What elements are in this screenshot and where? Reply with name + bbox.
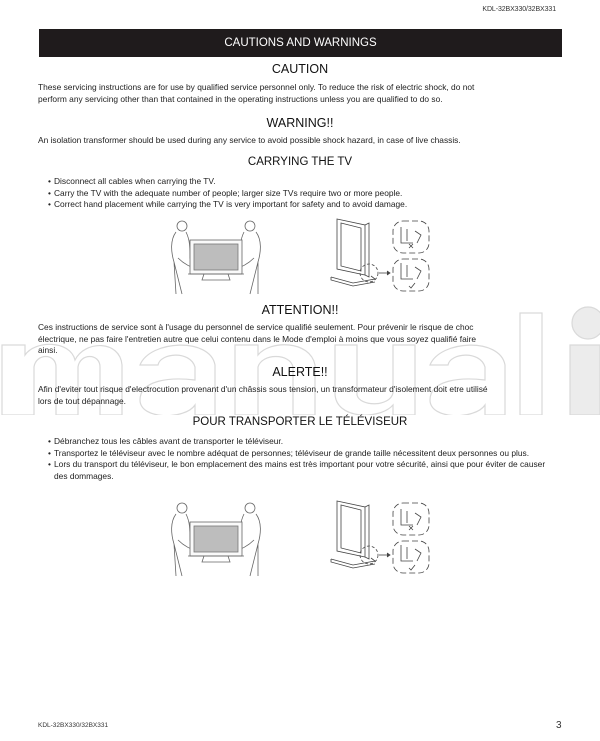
header-model-number: KDL-32BX330/32BX331 <box>482 6 556 13</box>
transporter-heading: POUR TRANSPORTER LE TÉLÉVISEUR <box>192 416 408 428</box>
alerte-heading: ALERTE!! <box>272 365 328 379</box>
list-item: • Débranchez tous les câbles avant de transporter le téléviseur. <box>46 436 551 448</box>
footer-model-number: KDL-32BX330/32BX331 <box>38 722 109 729</box>
hand-placement-diagram <box>327 495 439 577</box>
carrying-bullet-list <box>46 176 566 211</box>
caution-line: These servicing instructions are for use by qualified service personnel only. To reduce the risk of electric shock, do not <box>38 82 475 92</box>
caution-line: perform any servicing other than that contained in the operating instructions unless you are qualified to do so. <box>38 93 443 104</box>
attention-paragraph <box>38 322 563 357</box>
hand-placement-diagram <box>327 213 439 295</box>
alerte-line: Afin d'eviter tout risque d'electrocution provenant d'un châssis sous tension, un transformateur d'isolement doit etre utilisé <box>38 384 488 394</box>
list-item: • Carry the TV with the adequate number of people; larger size TVs require two or more people. <box>46 188 566 200</box>
attention-line: ainsi. <box>38 345 58 355</box>
two-people-carrying-tv-illustration <box>168 218 268 296</box>
list-item: • Correct hand placement while carrying the TV is very important for safety and to avoid damage. <box>46 199 566 211</box>
warning-heading: WARNING!! <box>266 116 334 130</box>
two-people-carrying-tv-illustration <box>168 500 268 578</box>
caution-heading: CAUTION <box>271 62 329 76</box>
alerte-line: lors de tout dépannage. <box>38 395 127 406</box>
list-item: • Lors du transport du téléviseur, le bon emplacement des mains est très important pour votre sécurité, ainsi que pour éviter de causer des dommages. <box>46 459 551 482</box>
transporter-bullet-list <box>46 436 551 482</box>
list-item: • Disconnect all cables when carrying the TV. <box>46 176 566 188</box>
carrying-heading: CARRYING THE TV <box>247 156 353 168</box>
band-title-text: CAUTIONS AND WARNINGS <box>224 37 377 49</box>
warning-line: An isolation transformer should be used during any service to avoid possible shock hazard, in case of live chassis. <box>38 135 461 145</box>
alerte-paragraph <box>38 384 563 407</box>
warning-paragraph <box>38 135 563 147</box>
caution-paragraph <box>38 82 563 105</box>
section-band-title <box>39 29 562 57</box>
list-item: • Transportez le téléviseur avec le nombre adéquat de personnes; téléviseur de grande taille nécessitent deux personnes ou plus. <box>46 448 551 460</box>
page-number: 3 <box>556 720 562 731</box>
attention-line: électrique, ne pas faire l'entretien autre que celui contenu dans le Mode d'emploi à moins que vous soyez qualifié faire <box>38 333 477 344</box>
attention-line: Ces instructions de service sont à l'usage du personnel de service qualifié seulement. Pour prévenir le risque de choc <box>38 322 474 332</box>
attention-heading: ATTENTION!! <box>261 303 339 317</box>
